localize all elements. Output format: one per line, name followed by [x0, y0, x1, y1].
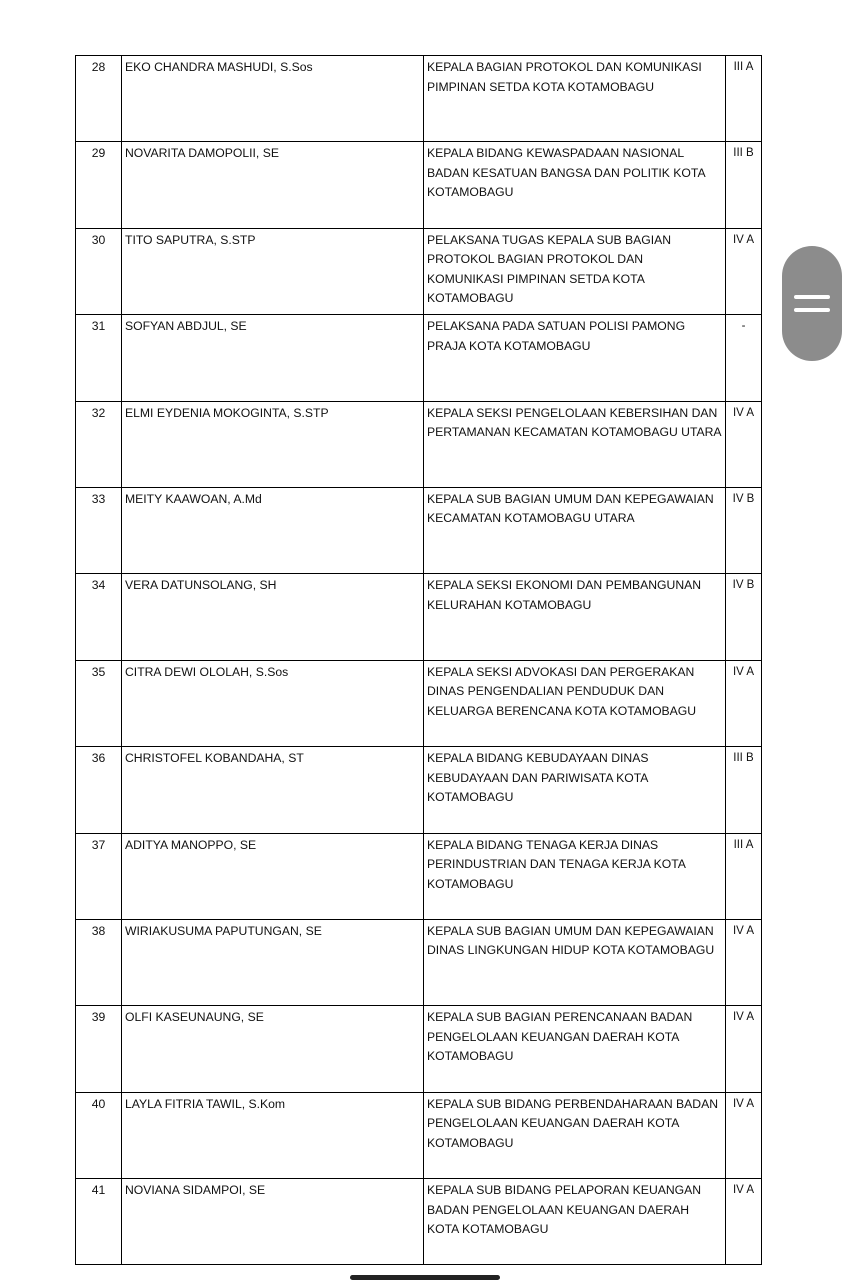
home-indicator[interactable] — [350, 1275, 500, 1280]
position-title: KEPALA BAGIAN PROTOKOL DAN KOMUNIKASI PIMPINAN SETDA KOTA KOTAMOBAGU — [424, 56, 726, 142]
position-title: KEPALA BIDANG KEWASPADAAN NASIONAL BADAN KESATUAN BANGSA DAN POLITIK KOTA KOTAMOBAGU — [424, 142, 726, 228]
position-title: PELAKSANA PADA SATUAN POLISI PAMONG PRAJA KOTA KOTAMOBAGU — [424, 315, 726, 401]
position-title: KEPALA SEKSI ADVOKASI DAN PERGERAKAN DINAS PENGENDALIAN PENDUDUK DAN KELUARGA BERENCANA KOTA KOTAMOBAGU — [424, 660, 726, 746]
row-number: 32 — [76, 401, 122, 487]
rank-grade: IV B — [726, 487, 762, 573]
rank-grade: III A — [726, 56, 762, 142]
employee-name: NOVARITA DAMOPOLII, SE — [122, 142, 424, 228]
row-number: 34 — [76, 574, 122, 660]
row-number: 29 — [76, 142, 122, 228]
table-row — [76, 1179, 762, 1265]
rank-grade: III B — [726, 142, 762, 228]
table-row — [76, 228, 762, 314]
employee-name: CHRISTOFEL KOBANDAHA, ST — [122, 747, 424, 833]
employee-name: CITRA DEWI OLOLAH, S.Sos — [122, 660, 424, 746]
row-number: 35 — [76, 660, 122, 746]
rank-grade: III B — [726, 747, 762, 833]
position-title: KEPALA SEKSI PENGELOLAAN KEBERSIHAN DAN PERTAMANAN KECAMATAN KOTAMOBAGU UTARA — [424, 401, 726, 487]
table-row — [76, 833, 762, 919]
employee-name: ELMI EYDENIA MOKOGINTA, S.STP — [122, 401, 424, 487]
rank-grade: IV A — [726, 401, 762, 487]
table-row — [76, 919, 762, 1005]
rank-grade: IV B — [726, 574, 762, 660]
employee-name: ADITYA MANOPPO, SE — [122, 833, 424, 919]
row-number: 36 — [76, 747, 122, 833]
position-title: KEPALA BIDANG TENAGA KERJA DINAS PERINDUSTRIAN DAN TENAGA KERJA KOTA KOTAMOBAGU — [424, 833, 726, 919]
rank-grade: IV A — [726, 1006, 762, 1092]
row-number: 37 — [76, 833, 122, 919]
rank-grade: IV A — [726, 228, 762, 314]
table-row — [76, 660, 762, 746]
employee-name: MEITY KAAWOAN, A.Md — [122, 487, 424, 573]
table-row — [76, 56, 762, 142]
row-number: 39 — [76, 1006, 122, 1092]
table-row — [76, 1006, 762, 1092]
position-title: KEPALA SUB BAGIAN UMUM DAN KEPEGAWAIAN KECAMATAN KOTAMOBAGU UTARA — [424, 487, 726, 573]
table-row — [76, 1092, 762, 1178]
row-number: 41 — [76, 1179, 122, 1265]
position-title: KEPALA SUB BIDANG PELAPORAN KEUANGAN BADAN PENGELOLAAN KEUANGAN DAERAH KOTA KOTAMOBAGU — [424, 1179, 726, 1265]
table-row — [76, 315, 762, 401]
position-title: KEPALA SUB BAGIAN UMUM DAN KEPEGAWAIAN DINAS LINGKUNGAN HIDUP KOTA KOTAMOBAGU — [424, 919, 726, 1005]
row-number: 38 — [76, 919, 122, 1005]
position-title: PELAKSANA TUGAS KEPALA SUB BAGIAN PROTOKOL BAGIAN PROTOKOL DAN KOMUNIKASI PIMPINAN SETDA KOTA KOTAMOBAGU — [424, 228, 726, 314]
position-title: KEPALA BIDANG KEBUDAYAAN DINAS KEBUDAYAAN DAN PARIWISATA KOTA KOTAMOBAGU — [424, 747, 726, 833]
employee-name: SOFYAN ABDJUL, SE — [122, 315, 424, 401]
rank-grade: IV A — [726, 660, 762, 746]
rank-grade: IV A — [726, 1092, 762, 1178]
rank-grade: - — [726, 315, 762, 401]
row-number: 31 — [76, 315, 122, 401]
position-title: KEPALA SEKSI EKONOMI DAN PEMBANGUNAN KELURAHAN KOTAMOBAGU — [424, 574, 726, 660]
table-row — [76, 142, 762, 228]
personnel-table-body — [76, 56, 762, 1265]
employee-name: VERA DATUNSOLANG, SH — [122, 574, 424, 660]
rank-grade: IV A — [726, 919, 762, 1005]
employee-name: NOVIANA SIDAMPOI, SE — [122, 1179, 424, 1265]
position-title: KEPALA SUB BAGIAN PERENCANAAN BADAN PENGELOLAAN KEUANGAN DAERAH KOTA KOTAMOBAGU — [424, 1006, 726, 1092]
employee-name: LAYLA FITRIA TAWIL, S.Kom — [122, 1092, 424, 1178]
table-row — [76, 487, 762, 573]
employee-name: EKO CHANDRA MASHUDI, S.Sos — [122, 56, 424, 142]
row-number: 30 — [76, 228, 122, 314]
rank-grade: III A — [726, 833, 762, 919]
employee-name: OLFI KASEUNAUNG, SE — [122, 1006, 424, 1092]
fast-scroll-thumb[interactable] — [782, 246, 842, 361]
employee-name: WIRIAKUSUMA PAPUTUNGAN, SE — [122, 919, 424, 1005]
row-number: 28 — [76, 56, 122, 142]
position-title: KEPALA SUB BIDANG PERBENDAHARAAN BADAN PENGELOLAAN KEUANGAN DAERAH KOTA KOTAMOBAGU — [424, 1092, 726, 1178]
row-number: 33 — [76, 487, 122, 573]
rank-grade: IV A — [726, 1179, 762, 1265]
employee-name: TITO SAPUTRA, S.STP — [122, 228, 424, 314]
table-row — [76, 401, 762, 487]
personnel-table — [75, 55, 762, 1265]
table-row — [76, 574, 762, 660]
table-row — [76, 747, 762, 833]
row-number: 40 — [76, 1092, 122, 1178]
